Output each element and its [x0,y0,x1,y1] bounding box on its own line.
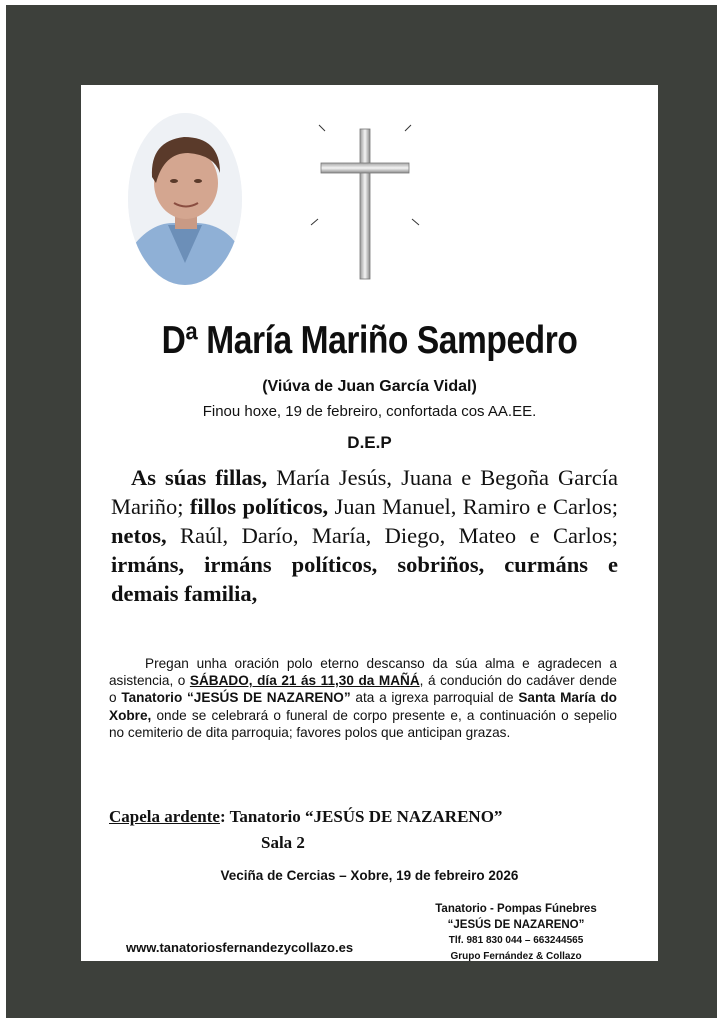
capela-label: Capela ardente [109,807,220,826]
cross-icon [309,121,421,281]
portrait-photo [128,113,242,285]
company-group: Grupo Fernández & Collazo [450,951,582,962]
obituary-sheet [81,85,658,961]
deceased-name: Dª María Mariño Sampedro [161,319,578,362]
daughters-names: María Jesús, Juana e Begoña García Mariño; [111,465,618,519]
sala: Sala 2 [261,833,305,852]
service-text-4: onde se celebrará o funeral de corpo presente e, a continuación o sepelio no cemiterio de dita parroquia; favores polos que anticipan grazas. [109,707,617,740]
service-text-3: ata a igrexa parroquial de [350,690,519,706]
company-block [411,901,621,965]
service-text-2: , á condución do cadáver dende o [109,673,617,706]
dep-heading: D.E.P [347,433,392,452]
widow-of: (Viúva de Juan García Vidal) [262,378,477,395]
service-date: SÁBADO, día 21 ás 11,30 da MAÑÁ [189,673,420,689]
company-line2: “JESÚS DE NAZARENO” [447,919,585,931]
other-relatives-label: irmáns, irmáns políticos, sobriños, curmáns e demais familia, [111,552,618,606]
capela-ardente [109,807,629,827]
service-paragraph [109,655,617,741]
service-text-1: Pregan unha oración polo eterno descanso da súa alma e agradecen a asistencia, o [109,656,617,689]
company-phones: Tlf. 981 830 044 – 663244565 [448,935,584,946]
daughters-label: As súas fillas, [131,465,268,490]
dark-frame [6,5,717,1018]
family-paragraph [111,463,618,608]
place-date: Veciña de Cercias – Xobre, 19 de febreiro 2026 [220,868,519,883]
capela-value: : Tanatorio “JESÚS DE NAZARENO” [219,807,503,826]
sons-in-law-label: fillos políticos, [183,494,329,519]
company-line1: Tanatorio - Pompas Fúnebres [435,903,597,915]
grandchildren-label: netos, [111,523,167,548]
service-tanatorio: Tanatorio “JESÚS DE NAZARENO” [121,690,351,706]
grandchildren-names: Raúl, Darío, María, Diego, Mateo e Carlos; [166,523,618,548]
sons-in-law-names: Juan Manuel, Ramiro e Carlos; [328,494,618,519]
death-date-line: Finou hoxe, 19 de febreiro, confortada cos AA.EE. [202,403,537,420]
service-church: Santa María do Xobre, [109,690,617,723]
website-link[interactable]: www.tanatoriosfernandezycollazo.es [126,940,354,955]
